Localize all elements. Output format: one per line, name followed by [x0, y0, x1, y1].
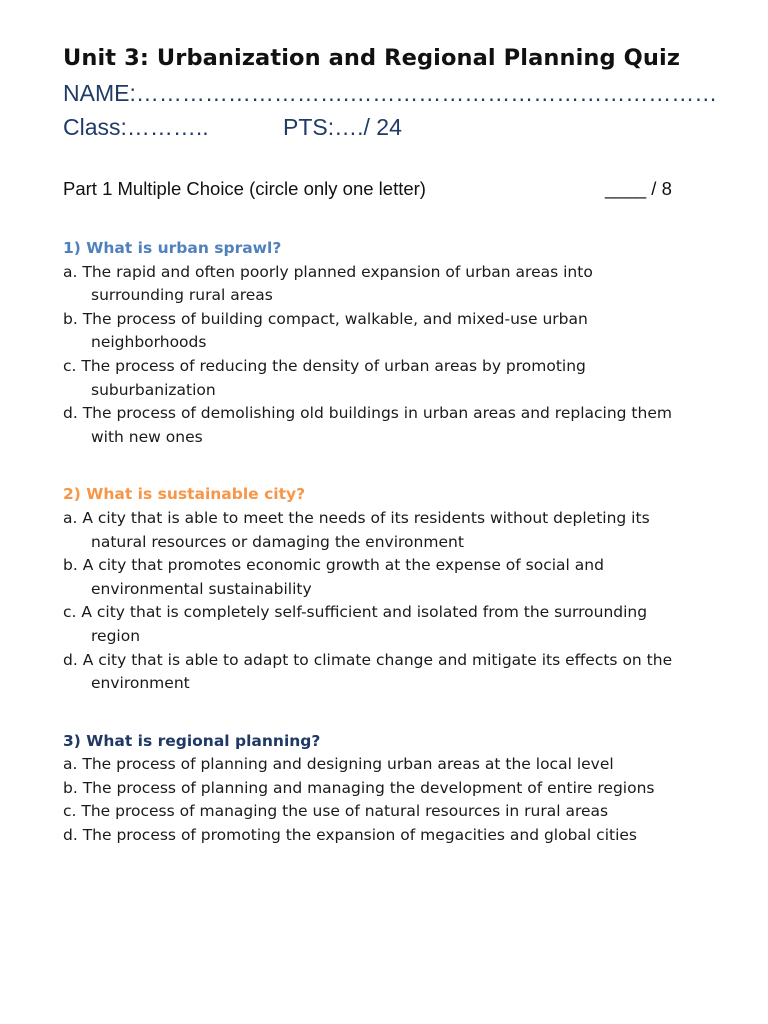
option-text-cont: with new ones	[91, 427, 203, 446]
option-text-cont: region	[91, 626, 141, 645]
question-2	[63, 483, 723, 695]
option-text: a. The process of planning and designing urban areas at the local level	[63, 755, 614, 774]
question-title: 2) What is sustainable city?	[63, 485, 306, 504]
option-text: c. The process of managing the use of natural resources in rural areas	[63, 802, 609, 821]
pts-field: PTS:…./ 24	[283, 114, 402, 140]
option-text: b. The process of building compact, walkable, and mixed-use urban	[63, 309, 588, 328]
option-a[interactable]	[63, 753, 723, 777]
option-text: b. The process of planning and managing the development of entire regions	[63, 778, 655, 797]
option-text-cont: environment	[91, 674, 190, 693]
question-title: 1) What is urban sprawl?	[63, 239, 282, 257]
quiz-title: Unit 3: Urbanization and Regional Planning Quiz	[63, 45, 681, 71]
option-text: d. The process of demolishing old buildings in urban areas and replacing them	[63, 404, 672, 423]
question-title: 3) What is regional planning?	[63, 731, 321, 750]
option-c[interactable]	[63, 355, 723, 402]
option-text: c. A city that is completely self-sufficient and isolated from the surrounding	[63, 603, 648, 622]
part-score: ____ / 8	[605, 178, 672, 199]
class-field: Class:………..	[63, 114, 209, 140]
name-line: NAME:……………………….…………………………………………	[63, 80, 718, 106]
option-a[interactable]	[63, 261, 723, 308]
question-1	[63, 237, 723, 449]
option-d[interactable]	[63, 824, 723, 848]
option-c[interactable]	[63, 601, 723, 648]
class-pts-line	[63, 110, 723, 144]
option-text: d. The process of promoting the expansion of megacities and global cities	[63, 826, 637, 845]
option-b[interactable]	[63, 308, 723, 355]
option-a[interactable]	[63, 507, 723, 554]
quiz-page	[63, 40, 723, 848]
option-text-cont: surrounding rural areas	[91, 286, 273, 305]
option-text: d. A city that is able to adapt to climate change and mitigate its effects on the	[63, 650, 673, 669]
option-b[interactable]	[63, 554, 723, 601]
option-text: c. The process of reducing the density of urban areas by promoting	[63, 356, 586, 375]
option-text-cont: neighborhoods	[91, 333, 207, 352]
part-heading	[63, 175, 723, 203]
option-c[interactable]	[63, 800, 723, 824]
option-text-cont: environmental sustainability	[91, 579, 312, 598]
option-text: b. A city that promotes economic growth at the expense of social and	[63, 556, 604, 575]
question-3	[63, 730, 723, 848]
option-d[interactable]	[63, 402, 723, 449]
option-text: a. A city that is able to meet the needs of its residents without depleting its	[63, 508, 650, 527]
option-b[interactable]	[63, 777, 723, 801]
option-text-cont: suburbanization	[91, 380, 216, 399]
option-text: a. The rapid and often poorly planned expansion of urban areas into	[63, 262, 593, 281]
part-label: Part 1 Multiple Choice (circle only one letter)	[63, 178, 426, 199]
option-text-cont: natural resources or damaging the environment	[91, 532, 464, 551]
option-d[interactable]	[63, 649, 723, 696]
